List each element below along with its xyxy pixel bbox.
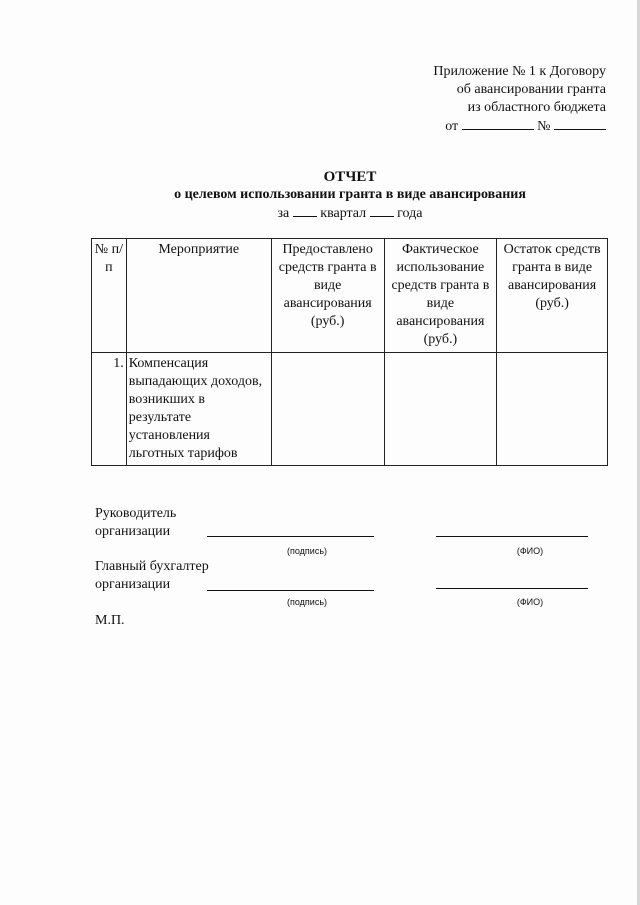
- period-quarter-label: квартал: [320, 206, 367, 221]
- header-number: № п/п: [92, 239, 127, 353]
- period-year-label: года: [397, 206, 423, 221]
- appendix-number-blank: [554, 117, 606, 130]
- report-title: ОТЧЕТ: [323, 169, 377, 185]
- appendix-number-label: №: [537, 119, 551, 134]
- table-row: [92, 353, 608, 466]
- appendix-from-label: от: [445, 119, 459, 134]
- accountant-name-line[interactable]: [436, 588, 588, 589]
- accountant-signature-label: Главный бухгалтер организации: [95, 559, 209, 592]
- appendix-date-number-line: [346, 117, 606, 136]
- report-table: [91, 238, 608, 466]
- period-year-blank: [370, 204, 394, 217]
- header-provided: Предоставлено средств гранта в виде авансирования (руб.): [271, 239, 384, 353]
- accountant-name-caption: (ФИО): [516, 597, 544, 607]
- row-used[interactable]: [384, 353, 497, 466]
- report-title-block: [90, 168, 610, 223]
- head-signature-label: Руководитель организации: [95, 506, 177, 539]
- report-subtitle: о целевом использовании гранта в виде авансирования: [174, 187, 526, 202]
- row-number: 1.: [92, 353, 127, 466]
- header-remainder: Остаток средств гранта в виде авансирования (руб.): [497, 239, 608, 353]
- row-remainder[interactable]: [497, 353, 608, 466]
- report-period: [90, 204, 610, 223]
- appendix-line-2: об авансировании гранта: [456, 82, 606, 97]
- appendix-date-blank: [462, 117, 534, 130]
- row-provided[interactable]: [271, 353, 384, 466]
- appendix-line-3: из областного бюджета: [467, 100, 606, 115]
- period-quarter-blank: [293, 204, 317, 217]
- header-used: Фактическое использование средств гранта в виде авансирования (руб.): [384, 239, 497, 353]
- head-name-line[interactable]: [436, 536, 588, 537]
- period-prefix: за: [277, 206, 290, 221]
- appendix-reference: [346, 63, 606, 136]
- stamp-label: М.П.: [95, 613, 125, 628]
- appendix-line-1: Приложение № 1 к Договору: [433, 64, 606, 79]
- head-signature-caption: (подпись): [286, 546, 328, 556]
- row-activity: Компенсация выпадающих доходов, возникших в результате установления льготных тарифов: [126, 353, 271, 466]
- accountant-signature-line[interactable]: [207, 590, 374, 591]
- head-signature-line[interactable]: [207, 536, 374, 537]
- header-activity: Мероприятие: [126, 239, 271, 353]
- table-header-row: [92, 239, 608, 353]
- head-name-caption: (ФИО): [516, 546, 544, 556]
- accountant-signature-caption: (подпись): [286, 597, 328, 607]
